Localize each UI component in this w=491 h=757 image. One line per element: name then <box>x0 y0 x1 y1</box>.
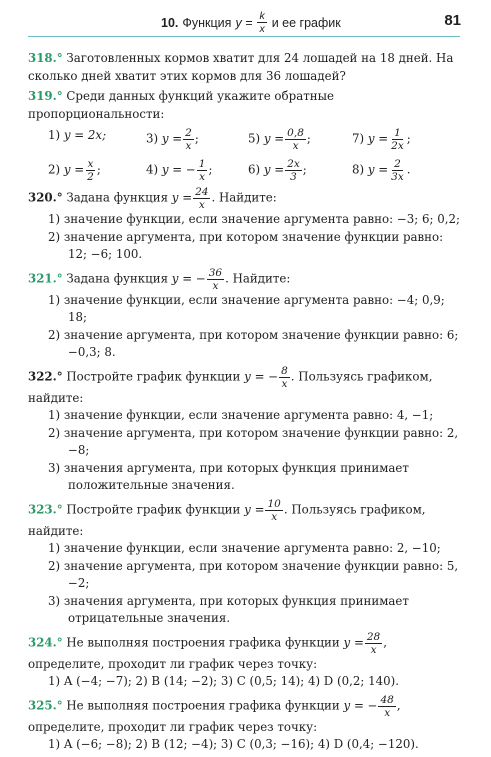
frac-denominator: x <box>185 140 192 152</box>
frac-denominator: x <box>370 643 377 656</box>
problem-number: 324.° <box>28 635 63 649</box>
option-label: 5) <box>248 131 261 146</box>
option-fraction <box>197 158 208 183</box>
frac-denominator: x <box>281 377 288 390</box>
option-fraction <box>285 158 302 183</box>
formula-fraction <box>193 186 210 211</box>
problem-number: 322.° <box>28 369 63 383</box>
frac-denominator: x <box>384 706 391 719</box>
problem-320 <box>28 186 460 264</box>
problem-text: Задана функция <box>66 271 169 285</box>
chapter-formula-fraction <box>257 10 266 35</box>
formula-fraction <box>378 694 395 719</box>
sub-item-3: 3) значения аргумента, при которых функция принимает положительные значения. <box>48 460 409 492</box>
problem-text-post: , определите, проходит ли график через точку: <box>28 635 387 671</box>
page-content <box>28 50 460 757</box>
problem-text: Постройте график функции <box>66 369 241 383</box>
problem-324 <box>28 631 460 691</box>
formula-fraction <box>207 267 224 292</box>
option-label: 7) <box>352 131 365 146</box>
frac-numerator: 2 <box>185 127 192 139</box>
frac-numerator: 48 <box>380 693 394 706</box>
problem-319 <box>28 88 460 183</box>
problem-text-post: . Найдите: <box>211 190 277 205</box>
problem-text-post: . Найдите: <box>225 271 291 285</box>
sub-item-1: 1) значение функции, если значение аргумента равно: 4, −1; <box>48 408 434 422</box>
points-list: 1) A (−4; −7); 2) B (14; −2); 3) C (0,5; 14); 4) D (0,2; 140). <box>48 674 399 688</box>
option-label: 6) <box>248 162 261 177</box>
formula-fraction <box>279 365 290 390</box>
frac-numerator: k <box>259 10 265 22</box>
problem-text: Среди данных функций укажите обратные пропорциональности: <box>28 89 334 121</box>
formula-lhs: y = − <box>244 369 279 383</box>
option-lhs: y = <box>367 131 389 146</box>
frac-denominator: 2x <box>391 140 404 152</box>
sub-item-1: 1) значение функции, если значение аргумента равно: −3; 6; 0,2; <box>48 212 460 226</box>
option-2 <box>48 158 146 183</box>
problem-number: 319.° <box>28 89 63 103</box>
option-label: 1) <box>48 128 61 142</box>
formula-lhs: y = <box>244 502 265 516</box>
option-6 <box>248 158 352 183</box>
option-label: 8) <box>352 162 365 177</box>
frac-denominator: 2 <box>87 171 94 183</box>
option-fraction <box>85 158 96 183</box>
formula-lhs: y = <box>343 635 364 649</box>
option-tail: . <box>406 162 411 177</box>
frac-numerator: 2x <box>287 158 300 170</box>
header-divider <box>28 36 460 37</box>
option-tail: ; <box>406 131 411 146</box>
option-fraction <box>389 127 406 152</box>
chapter-title <box>161 10 341 35</box>
formula-lhs: y = <box>171 190 193 205</box>
problem-text: Задана функция <box>66 190 169 205</box>
sub-item-3: 3) значения аргумента, при которых функция принимает отрицательные значения. <box>48 593 409 625</box>
option-fraction <box>389 158 406 183</box>
page-header <box>0 0 491 44</box>
page-number: 81 <box>444 12 461 29</box>
option-lhs: y = <box>367 162 389 177</box>
problem-number: 325.° <box>28 698 63 712</box>
frac-numerator: 8 <box>281 364 288 377</box>
chapter-formula-lhs: y = <box>235 15 253 30</box>
option-3 <box>146 127 248 152</box>
option-label: 4) <box>146 162 159 177</box>
frac-numerator: 36 <box>208 266 223 279</box>
problem-text: Постройте график функции <box>66 502 241 516</box>
chapter-title-post: и ее график <box>271 15 341 30</box>
problem-number: 320.° <box>28 190 63 205</box>
option-lhs: y = <box>263 162 285 177</box>
problem-number: 321.° <box>28 271 63 285</box>
function-options <box>48 127 460 183</box>
sub-item-2: 2) значение аргумента, при котором значение функции равно: 5, −2; <box>48 558 459 590</box>
option-1 <box>48 127 146 152</box>
option-tail: ; <box>302 162 307 177</box>
sub-item-2: 2) значение аргумента, при котором значение функции равно: 12; −6; 100. <box>48 229 444 261</box>
points-list: 1) A (−6; −8); 2) B (12; −4); 3) C (0,3; −16); 4) D (0,4; −120). <box>48 737 419 751</box>
option-lhs: y = <box>63 162 85 177</box>
frac-denominator: x <box>259 23 265 35</box>
problem-321 <box>28 267 460 362</box>
formula-fraction <box>265 498 282 523</box>
chapter-number: 10. <box>161 15 179 30</box>
option-label: 3) <box>146 131 159 146</box>
option-5 <box>248 127 352 152</box>
sub-item-1: 1) значение функции, если значение аргумента равно: −4; 0,9; 18; <box>48 292 445 324</box>
frac-numerator: 24 <box>195 186 209 198</box>
option-fraction <box>183 127 194 152</box>
problem-318 <box>28 50 460 85</box>
frac-numerator: 2 <box>394 158 401 170</box>
frac-denominator: 3 <box>290 171 297 183</box>
option-fraction <box>285 127 306 152</box>
frac-numerator: x <box>87 158 94 170</box>
problem-325 <box>28 694 460 754</box>
frac-denominator: x <box>199 171 206 183</box>
option-expr: y = 2x; <box>63 128 107 142</box>
formula-lhs: y = − <box>171 271 206 285</box>
problem-number: 323.° <box>28 502 63 516</box>
problem-text: Не выполняя построения графика функции <box>66 698 340 712</box>
problem-text: Не выполняя построения графика функции <box>66 635 340 649</box>
frac-numerator: 1 <box>394 127 401 139</box>
option-4 <box>146 158 248 183</box>
formula-lhs: y = − <box>343 698 378 712</box>
frac-numerator: 0,8 <box>287 127 304 139</box>
problem-number: 318.° <box>28 51 63 65</box>
option-tail: ; <box>306 131 311 146</box>
option-tail: ; <box>96 162 101 177</box>
frac-denominator: 3x <box>391 171 404 183</box>
sub-item-2: 2) значение аргумента, при котором значение функции равно: 2, −8; <box>48 425 459 457</box>
frac-denominator: x <box>292 140 299 152</box>
frac-denominator: x <box>271 510 278 523</box>
option-lhs: y = <box>263 131 285 146</box>
problem-text-post: . Пользуясь графиком, найдите: <box>28 502 426 538</box>
option-7 <box>352 127 452 152</box>
frac-denominator: x <box>212 279 219 292</box>
option-lhs: y = <box>161 131 183 146</box>
option-tail: ; <box>194 131 199 146</box>
problem-text: Заготовленных кормов хватит для 24 лошадей на 18 дней. На сколько дней хватит этих кормов для 36 лошадей? <box>28 51 454 83</box>
sub-item-2: 2) значение аргумента, при котором значение функции равно: 6; −0,3; 8. <box>48 327 459 359</box>
option-8 <box>352 158 452 183</box>
problem-322 <box>28 365 460 495</box>
option-tail: ; <box>208 162 213 177</box>
sub-item-1: 1) значение функции, если значение аргумента равно: 2, −10; <box>48 541 441 555</box>
option-label: 2) <box>48 162 61 177</box>
chapter-title-pre: Функция <box>182 15 232 30</box>
frac-denominator: x <box>198 199 205 211</box>
frac-numerator: 10 <box>267 497 281 510</box>
frac-numerator: 1 <box>198 158 206 170</box>
option-lhs: y = − <box>161 162 196 177</box>
formula-fraction <box>365 631 382 656</box>
problem-text-post: , определите, проходит ли график через точку: <box>28 698 401 734</box>
problem-323 <box>28 498 460 628</box>
problem-text-post: . Пользуясь графиком, найдите: <box>28 369 433 405</box>
frac-numerator: 28 <box>366 630 381 643</box>
